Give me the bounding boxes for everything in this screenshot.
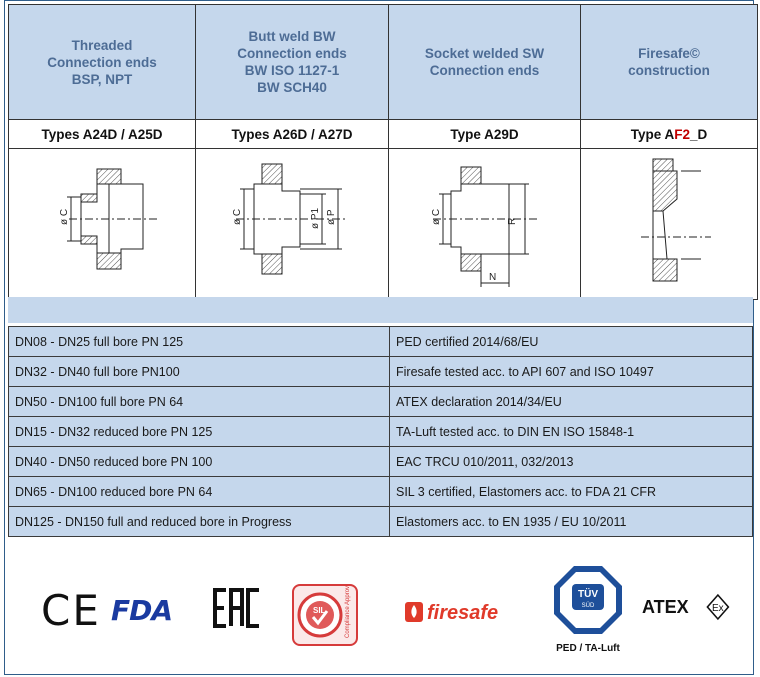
header-line: Socket welded SW: [424, 46, 545, 61]
tuv-sub-text: SÜD: [581, 603, 595, 609]
header-line: BW SCH40: [257, 80, 327, 95]
spec-left: DN08 - DN25 full bore PN 125: [9, 327, 390, 357]
header-line: construction: [628, 63, 710, 78]
spec-right: SIL 3 certified, Elastomers acc. to FDA 21 CFR: [390, 477, 753, 507]
spec-right: PED certified 2014/68/EU: [390, 327, 753, 357]
spec-left: DN65 - DN100 reduced bore PN 64: [9, 477, 390, 507]
diam-c-label: ø C: [232, 208, 243, 225]
atex-mark: [640, 592, 736, 622]
header-line: Firesafe©: [638, 46, 700, 61]
separator-band: [8, 297, 753, 323]
firesafe-mark: [403, 596, 533, 626]
drawing-socket: [389, 149, 581, 300]
fda-logo: FDA: [111, 594, 173, 627]
diam-p1-label: ø P1: [310, 207, 321, 229]
spec-right: EAC TRCU 010/2011, 032/2013: [390, 447, 753, 477]
ce-logo: CE: [41, 586, 101, 635]
diam-p-label: ø P: [326, 209, 337, 225]
socket-section-drawing: [389, 149, 580, 294]
eac-text: EAC: [212, 586, 215, 587]
spec-left: DN125 - DN150 full and reduced bore in Progress: [9, 507, 390, 537]
type-label: Types A24D / A25D: [9, 120, 196, 149]
n-label: N: [489, 272, 497, 283]
spec-row: [9, 447, 753, 477]
spec-right: Elastomers acc. to EN 1935 / EU 10/2011: [390, 507, 753, 537]
type-accent: F2: [674, 126, 690, 142]
spec-right: ATEX declaration 2014/34/EU: [390, 387, 753, 417]
spec-row: [9, 477, 753, 507]
firesafe-text: firesafe: [427, 602, 499, 624]
datasheet-frame: [4, 0, 754, 675]
spec-row: [9, 507, 753, 537]
header-line: Connection ends: [47, 54, 157, 70]
diam-c-label: ø C: [59, 208, 70, 225]
type-prefix: Type A: [630, 126, 675, 142]
header-buttweld: [196, 5, 389, 120]
drawing-firesafe: [581, 149, 758, 300]
spec-left: DN32 - DN40 full bore PN100: [9, 357, 390, 387]
certification-logos: [8, 556, 753, 673]
spec-left: DN50 - DN100 full bore PN 64: [9, 387, 390, 417]
drawing-row: [9, 149, 758, 300]
header-threaded: [9, 5, 196, 120]
spec-right: TA-Luft tested acc. to DIN EN ISO 15848-1: [390, 417, 753, 447]
header-line: Butt weld BW: [248, 29, 336, 44]
type-label: Types A26D / A27D: [196, 120, 389, 149]
eac-mark: [212, 586, 264, 630]
header-row: [9, 5, 758, 120]
spec-left: DN40 - DN50 reduced bore PN 100: [9, 447, 390, 477]
header-socket: [389, 5, 581, 120]
threaded-section-drawing: [9, 149, 195, 294]
atex-logo: [640, 592, 736, 627]
tuv-caption: PED / TA-Luft: [556, 643, 620, 654]
spec-row: [9, 357, 753, 387]
firesafe-section-drawing: [581, 149, 757, 294]
buttweld-section-drawing: [196, 149, 388, 294]
type-suffix: _D: [690, 126, 708, 142]
sil-badge: [292, 584, 358, 646]
sil-side-text: Compliance Approved: [345, 586, 351, 638]
spec-row: [9, 327, 753, 357]
tuv-text: TÜV: [578, 589, 598, 600]
header-firesafe: [581, 5, 758, 120]
ex-text: Ex: [712, 603, 724, 614]
firesafe-logo: [403, 596, 533, 631]
header-line: Connection ends: [429, 63, 540, 78]
tuv-logo: [548, 564, 628, 669]
drawing-threaded: [9, 149, 196, 300]
spec-row: [9, 387, 753, 417]
r-label: R: [507, 217, 518, 225]
spec-table: [8, 326, 753, 537]
connection-table: [8, 4, 758, 300]
tuv-badge: [548, 564, 628, 664]
eac-logo: [212, 586, 264, 635]
type-row: [9, 120, 758, 149]
spec-right: Firesafe tested acc. to API 607 and ISO 10497: [390, 357, 753, 387]
type-label: Type A29D: [389, 120, 581, 149]
header-line: Connection ends: [237, 46, 347, 61]
header-line: BW ISO 1127-1: [244, 63, 340, 78]
sil-seal: [294, 586, 356, 644]
atex-text: ATEX: [642, 597, 689, 617]
type-label: [581, 120, 758, 149]
diam-c-label: ø C: [431, 208, 442, 225]
spec-left: DN15 - DN32 reduced bore PN 125: [9, 417, 390, 447]
sil-text: SIL: [313, 606, 326, 615]
header-line: Threaded: [71, 37, 133, 53]
spec-row: [9, 417, 753, 447]
drawing-buttweld: [196, 149, 389, 300]
header-line: BSP, NPT: [71, 71, 133, 87]
